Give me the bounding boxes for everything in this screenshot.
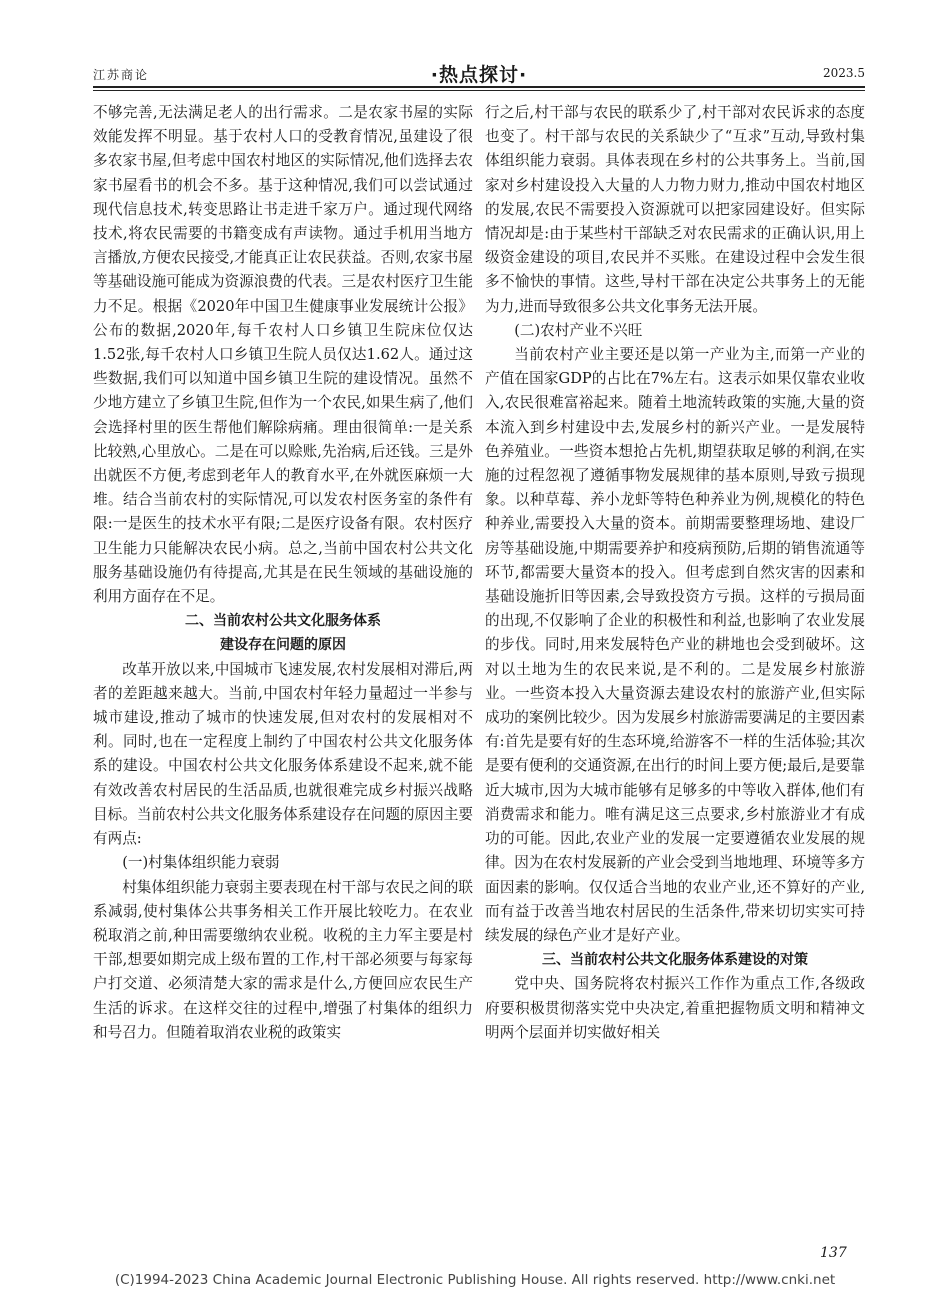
issue-number: 2023.5: [823, 66, 865, 80]
paragraph-continued: 不够完善,无法满足老人的出行需求。二是农家书屋的实际效能发挥不明显。基于农村人口的受教育情况,虽建设了很多农家书屋,但考虑中国农村地区的实际情况,他们选择去农家书屋看书的机会不多。基于这种情况,我们可以尝试通过现代信息技术,转变思路让书走进千家万户。通过现代网络技术,将农民需要的书籍变成有声读物。通过手机用当地方言播放,方便农民接受,才能真正让农民获益。否则,农家书屋等基础设施可能成为资源浪费的代表。三是农村医疗卫生能力不足。根据《2020年中国卫生健康事业发展统计公报》公布的数据,2020年,每千农村人口乡镇卫生院床位仅达1.52张,每千农村人口乡镇卫生院人员仅达1.62人。通过这些数据,我们可以知道中国乡镇卫生院的建设情况。虽然不少地方建立了乡镇卫生院,但作为一个农民,如果生病了,他们会选择村里的医生帮他们解除病痛。理由很简单:一是关系比较熟,心里放心。二是在可以赊账,先治病,后还钱。三是外出就医不方便,考虑到老年人的教育水平,在外就医麻烦一大堆。结合当前农村的实际情况,可以发农村医务室的条件有限:一是医生的技术水平有限;二是医疗设备有限。农村医疗卫生能力只能解决农民小病。总之,当前中国农村公共文化服务基础设施仍有待提高,尤其是在民生领域的基础设施的利用方面存在不足。: [93, 104, 473, 606]
journal-name: 江苏商论: [93, 68, 150, 82]
right-column: [485, 101, 865, 1045]
section-title: ·热点探讨·: [430, 64, 528, 86]
subsection-heading-1: (一)村集体组织能力衰弱: [122, 854, 280, 872]
section-heading-3: 三、当前农村公共文化服务体系建设的对策: [542, 952, 808, 969]
paragraph-continued: 行之后,村干部与农民的联系少了,村干部对农民诉求的态度也变了。村干部与农民的关系缺少了“互求”互动,导致村集体组织能力衰弱。具体表现在乡村的公共事务上。当前,国家对乡村建设投入大量的人力物力财力,推动中国农村地区的发展,农民不需要投入资源就可以把家园建设好。但实际情况却是:由于某些村干部缺乏对农民需求的正确认识,用上级资金建设的项目,农民并不买账。在建设过程中会发生很多不愉快的事情。这些,导村干部在决定公共事务上的无能为力,进而导致很多公共文化事务无法开展。: [485, 104, 865, 315]
page-number: 137: [820, 1245, 847, 1261]
page-header: [93, 62, 865, 86]
section-heading-2-line1: 二、当前农村公共文化服务体系: [185, 613, 381, 630]
subsection-heading-2: (二)农村产业不兴旺: [514, 321, 643, 339]
paragraph: 村集体组织能力衰弱主要表现在村干部与农民之间的联系减弱,使村集体公共事务相关工作开展比较吃力。在农业税取消之前,种田需要缴纳农业税。收税的主力军主要是村干部,想要如期完成上级布置的工作,村干部必须要与每家每户打交道、必须清楚大家的需求是什么,方便回应农民生产生活的诉求。在这样交往的过程中,增强了村集体的组织力和号召力。但随着取消农业税的政策实: [93, 878, 473, 1041]
left-column: [93, 101, 473, 1045]
paragraph: 当前农村产业主要还是以第一产业为主,而第一产业的产值在国家GDP的占比在7%左右。这表示如果仅靠农业收入,农民很难富裕起来。随着土地流转政策的实施,大量的资本流入到乡村建设中去,发展乡村的新兴产业。一是发展特色养殖业。一些资本想抢占先机,期望获取足够的利润,在实施的过程忽视了遵循事物发展规律的基本原则,导致亏损现象。以种草莓、养小龙虾等特色种养业为例,规模化的特色种养业,需要投入大量的资本。前期需要整理场地、建设厂房等基础设施,中期需要养护和疫病预防,后期的销售流通等环节,都需要大量资本的投入。但考虑到自然灾害的因素和基础设施折旧等因素,会导致投资方亏损。这样的亏损局面的出现,不仅影响了企业的积极性和利益,也影响了农业发展的步伐。同时,用来发展特色产业的耕地也会受到破坏。这对以土地为生的农民来说,是不利的。二是发展乡村旅游业。一些资本投入大量资源去建设农村的旅游产业,但实际成功的案例比较少。因为发展乡村旅游需要满足的主要因素有:首先是要有好的生态环境,给游客不一样的生活体验;其次是要有便利的交通资源,在出行的时间上要方便;最后,是要靠近大城市,因为大城市能够有足够多的中等收入群体,他们有消费需求和能力。唯有满足这三点要求,乡村旅游业才有成功的可能。因此,农业产业的发展一定要遵循农业发展的规律。因为在农村发展新的产业会受到当地地理、环境等多方面因素的影响。仅仅适合当地的农业产业,还不算好的产业,而有益于改善当地农村居民的生活条件,带来切切实实可持续发展的绿色产业才是好产业。: [485, 346, 865, 944]
header-rule-thin: [93, 90, 865, 91]
copyright-footer: (C)1994-2023 China Academic Journal Electronic Publishing House. All rights reserved. http://www.cnki.net: [114, 1272, 836, 1288]
paragraph: 改革开放以来,中国城市飞速发展,农村发展相对滞后,两者的差距越来越大。当前,中国农村年轻力量超过一半参与城市建设,推动了城市的快速发展,但对农村的发展相对不利。同时,也在一定程度上制约了中国农村公共文化服务体系的建设。中国农村公共文化服务体系建设不起来,就不能有效改善农村居民的生活品质,也就很难完成乡村振兴战略目标。当前农村公共文化服务体系建设存在问题的原因主要有两点:: [93, 660, 473, 848]
paragraph: 党中央、国务院将农村振兴工作作为重点工作,各级政府要积极贯彻落实党中央决定,着重把握物质文明和精神文明两个层面并切实做好相关: [485, 975, 865, 1041]
section-heading-2-line2: 建设存在问题的原因: [220, 637, 346, 654]
header-rule-thick: [93, 86, 865, 88]
